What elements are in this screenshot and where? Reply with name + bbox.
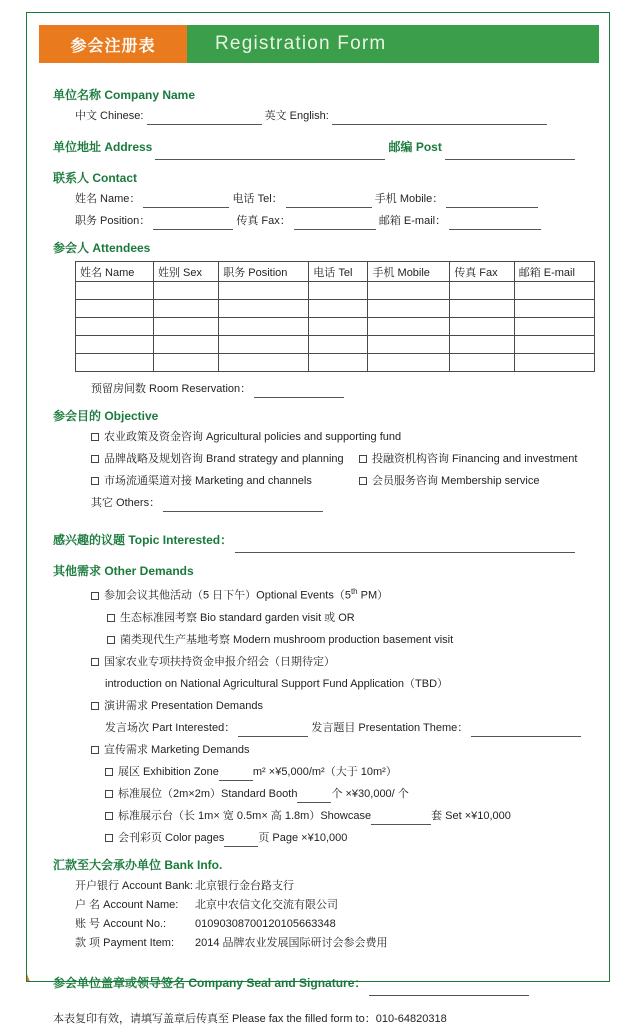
table-row[interactable]: [76, 282, 595, 300]
checkbox-icon[interactable]: [91, 658, 99, 666]
marketing-label-1b: m² ×¥5,000/m²（大于 10m²）: [252, 765, 397, 778]
marketing-label-1a: 展区 Exhibition Zone: [118, 765, 219, 778]
bank-row-3: [75, 915, 589, 934]
cell[interactable]: [450, 318, 514, 336]
section-bank-info: 汇款至大会承办单位 Bank Info.: [53, 857, 223, 872]
header-title-chinese: 参会注册表: [39, 25, 187, 63]
marketing-item-3[interactable]: [53, 807, 589, 825]
contact-tel-input[interactable]: [286, 195, 372, 208]
cell[interactable]: [368, 336, 450, 354]
sub-event-label-1: 生态标准园考察 Bio standard garden visit 或 OR: [120, 611, 355, 624]
table-row[interactable]: [76, 336, 595, 354]
cell[interactable]: [154, 354, 219, 372]
checkbox-icon[interactable]: [105, 834, 113, 842]
marketing-label: 宣传需求 Marketing Demands: [104, 743, 250, 756]
marketing-label-4a: 会刊彩页 Color pages: [118, 831, 225, 844]
objective-others-input[interactable]: [163, 499, 323, 512]
marketing-item[interactable]: [53, 741, 589, 759]
contact-fax-input[interactable]: [294, 217, 376, 230]
checkbox-icon[interactable]: [91, 702, 99, 710]
bank-info-block: [75, 877, 589, 953]
marketing-label-4b: 页 Page ×¥10,000: [258, 831, 348, 844]
cell[interactable]: [76, 354, 154, 372]
presentation-theme-input[interactable]: [471, 724, 581, 737]
decorative-stripes: [27, 911, 107, 981]
intro-meeting-label-en-row: [53, 675, 589, 693]
contact-email-input[interactable]: [449, 217, 541, 230]
cell[interactable]: [219, 300, 309, 318]
cell[interactable]: [219, 354, 309, 372]
bank-row-4: [75, 934, 589, 953]
presentation-theme-label: 发言题目 Presentation Theme：: [311, 721, 469, 734]
company-chinese-input[interactable]: [147, 112, 262, 125]
objective-item-6[interactable]: [53, 494, 589, 512]
address-row: [53, 129, 589, 160]
attendees-col-tel: 电话 Tel: [309, 262, 368, 282]
cell[interactable]: [514, 336, 594, 354]
table-row[interactable]: [76, 300, 595, 318]
contact-email-label: 邮箱 E-mail：: [378, 215, 447, 227]
bank-value-1: 北京银行金台路支行: [195, 879, 294, 892]
attendees-col-mobile: 手机 Mobile: [368, 262, 450, 282]
cell[interactable]: [450, 282, 514, 300]
cell[interactable]: [219, 282, 309, 300]
room-reservation-input[interactable]: [254, 385, 344, 398]
contact-name-input[interactable]: [143, 195, 229, 208]
sub-event-1[interactable]: [53, 609, 589, 627]
objective-label-5: 会员服务咨询 Membership service: [372, 475, 540, 487]
objective-item-5[interactable]: [359, 472, 589, 490]
bank-key-1: 开户银行 Account Bank:: [75, 879, 193, 892]
marketing-input-4[interactable]: [224, 834, 258, 847]
cell[interactable]: [154, 282, 219, 300]
cell[interactable]: [309, 300, 368, 318]
objective-label-1: 农业政策及资金咨询 Agricultural policies and supporting fund: [104, 431, 402, 443]
checkbox-icon[interactable]: [91, 592, 99, 600]
marketing-item-1[interactable]: [53, 763, 589, 781]
marketing-label-2b: 个 ×¥30,000/ 个: [331, 787, 409, 800]
fax-note: 本表复印有效，请填写盖章后传真至 Please fax the filled form to：010-64820318: [53, 1012, 447, 1025]
company-name-row: [53, 107, 589, 125]
cell[interactable]: [309, 282, 368, 300]
cell[interactable]: [450, 300, 514, 318]
contact-tel-label: 电话 Tel：: [232, 193, 283, 205]
contact-position-input[interactable]: [153, 217, 233, 230]
header-title-english: Registration Form: [187, 25, 599, 63]
cell[interactable]: [368, 300, 450, 318]
section-attendees: 参会人 Attendees: [53, 241, 151, 255]
presentation-item[interactable]: [53, 697, 589, 715]
objective-row-3: [53, 472, 589, 490]
checkbox-icon[interactable]: [359, 477, 367, 485]
marketing-input-1[interactable]: [219, 768, 253, 781]
checkbox-icon[interactable]: [91, 433, 99, 441]
checkbox-icon[interactable]: [105, 768, 113, 776]
cell[interactable]: [154, 300, 219, 318]
address-input[interactable]: [155, 147, 385, 160]
sub-event-label-2: 菌类现代生产基地考察 Modern mushroom production basement visit: [120, 633, 454, 646]
contact-row-2: [53, 212, 589, 230]
seal-input[interactable]: [369, 983, 529, 996]
bank-key-3: 账 号 Account No.:: [75, 917, 167, 930]
company-english-label: 英文 English:: [264, 110, 329, 122]
cell[interactable]: [450, 336, 514, 354]
stripe-orange: [27, 911, 41, 981]
bank-value-2: 北京中农信文化交流有限公司: [195, 898, 338, 911]
cell[interactable]: [76, 336, 154, 354]
attendees-table: [75, 261, 595, 372]
bank-key-4: 款 项 Payment Item:: [75, 936, 175, 949]
contact-name-label: 姓名 Name：: [75, 193, 141, 205]
company-english-input[interactable]: [332, 112, 547, 125]
form-header: [39, 25, 599, 63]
seal-row: [53, 965, 589, 996]
contact-fax-label: 传真 Fax：: [236, 215, 291, 227]
objective-row-2: [53, 450, 589, 468]
objective-item-3[interactable]: [359, 450, 589, 468]
checkbox-icon[interactable]: [105, 790, 113, 798]
contact-mobile-label: 手机 Mobile：: [374, 193, 444, 205]
table-row[interactable]: [76, 354, 595, 372]
cell[interactable]: [450, 354, 514, 372]
stripe-green: [27, 911, 33, 981]
cell[interactable]: [76, 282, 154, 300]
cell[interactable]: [368, 318, 450, 336]
optional-events-sup: th: [350, 587, 358, 596]
objective-label-3: 投融资机构咨询 Financing and investment: [372, 453, 578, 465]
attendees-col-fax: 传真 Fax: [450, 262, 514, 282]
attendees-col-sex: 姓别 Sex: [154, 262, 219, 282]
marketing-label-3a: 标准展示台（长 1m× 宽 0.5m× 高 1.8m）Showcase: [118, 809, 372, 822]
attendees-col-name: 姓名 Name: [76, 262, 154, 282]
marketing-item-2[interactable]: [53, 785, 589, 803]
bank-value-3: 01090308700120105663348: [195, 917, 336, 930]
objective-label-6: 其它 Others：: [91, 497, 161, 509]
objective-item-2[interactable]: [91, 450, 359, 468]
optional-events-tail: PM）: [357, 589, 389, 602]
checkbox-icon[interactable]: [91, 746, 99, 754]
objective-label-4: 市场流通渠道对接 Marketing and channels: [104, 475, 312, 487]
section-objective: 参会目的 Objective: [53, 409, 159, 423]
attendees-header-row: [76, 262, 595, 282]
cell[interactable]: [309, 336, 368, 354]
cell[interactable]: [514, 300, 594, 318]
room-reservation-label: 预留房间数 Room Reservation：: [91, 383, 252, 395]
cell[interactable]: [514, 318, 594, 336]
cell[interactable]: [514, 354, 594, 372]
section-seal: 参会单位盖章或领导签名 Company Seal and Signature：: [53, 975, 367, 990]
cell[interactable]: [309, 354, 368, 372]
marketing-label-2a: 标准展位（2m×2m）Standard Booth: [118, 787, 298, 800]
objective-item-4[interactable]: [91, 472, 359, 490]
room-reservation-row: [53, 380, 589, 398]
cell[interactable]: [219, 336, 309, 354]
intro-meeting-item[interactable]: [53, 653, 589, 671]
presentation-details-row: [53, 719, 589, 737]
marketing-label-3b: 套 Set ×¥10,000: [431, 809, 511, 822]
table-row[interactable]: [76, 318, 595, 336]
checkbox-icon[interactable]: [107, 636, 115, 644]
cell[interactable]: [368, 282, 450, 300]
checkbox-icon[interactable]: [91, 477, 99, 485]
attendees-col-email: 邮箱 E-mail: [514, 262, 594, 282]
checkbox-icon[interactable]: [359, 455, 367, 463]
intro-meeting-label-en: introduction on National Agricultural Support Fund Application（TBD）: [105, 677, 449, 690]
section-company-name: 单位名称 Company Name: [53, 88, 196, 102]
sub-event-2[interactable]: [53, 631, 589, 649]
bank-row-2: [75, 896, 589, 915]
section-contact: 联系人 Contact: [53, 171, 138, 185]
bank-key-2: 户 名 Account Name:: [75, 898, 179, 911]
optional-events-item[interactable]: [53, 583, 589, 605]
part-interested-input[interactable]: [238, 724, 308, 737]
cell[interactable]: [514, 282, 594, 300]
marketing-input-3[interactable]: [371, 812, 431, 825]
post-input[interactable]: [445, 147, 575, 160]
marketing-input-2[interactable]: [297, 790, 331, 803]
objective-item-1[interactable]: [53, 428, 589, 446]
form-page: [26, 12, 610, 1025]
form-body: [27, 77, 611, 1026]
company-chinese-label: 中文 Chinese:: [75, 110, 144, 122]
presentation-label: 演讲需求 Presentation Demands: [104, 699, 263, 712]
checkbox-icon[interactable]: [91, 455, 99, 463]
contact-position-label: 职务 Position：: [75, 215, 151, 227]
attendees-col-position: 职务 Position: [219, 262, 309, 282]
contact-row-1: [53, 190, 589, 208]
cell[interactable]: [219, 318, 309, 336]
section-other-demands: 其他需求 Other Demands: [53, 564, 194, 578]
optional-events-label: 参加会议其他活动（5 日下午）Optional Events（5: [104, 589, 351, 602]
section-topic: 感兴趣的议题 Topic Interested：: [53, 533, 233, 547]
bank-row-1: [75, 877, 589, 896]
marketing-item-4[interactable]: [53, 829, 589, 847]
topic-row: [53, 522, 589, 553]
checkbox-icon[interactable]: [105, 812, 113, 820]
topic-input[interactable]: [235, 540, 575, 553]
cell[interactable]: [309, 318, 368, 336]
cell[interactable]: [154, 318, 219, 336]
bank-value-4: 2014 品牌农业发展国际研讨会参会费用: [195, 936, 388, 949]
section-address: 单位地址 Address: [53, 140, 153, 154]
cell[interactable]: [154, 336, 219, 354]
contact-mobile-input[interactable]: [446, 195, 538, 208]
intro-meeting-label-cn: 国家农业专项扶持资金申报介绍会（日期待定）: [104, 655, 335, 668]
cell[interactable]: [368, 354, 450, 372]
cell[interactable]: [76, 318, 154, 336]
cell[interactable]: [76, 300, 154, 318]
section-post: 邮编 Post: [388, 140, 442, 154]
part-interested-label: 发言场次 Part Interested：: [105, 721, 236, 734]
checkbox-icon[interactable]: [107, 614, 115, 622]
objective-label-2: 品牌战略及规划咨询 Brand strategy and planning: [104, 453, 344, 465]
